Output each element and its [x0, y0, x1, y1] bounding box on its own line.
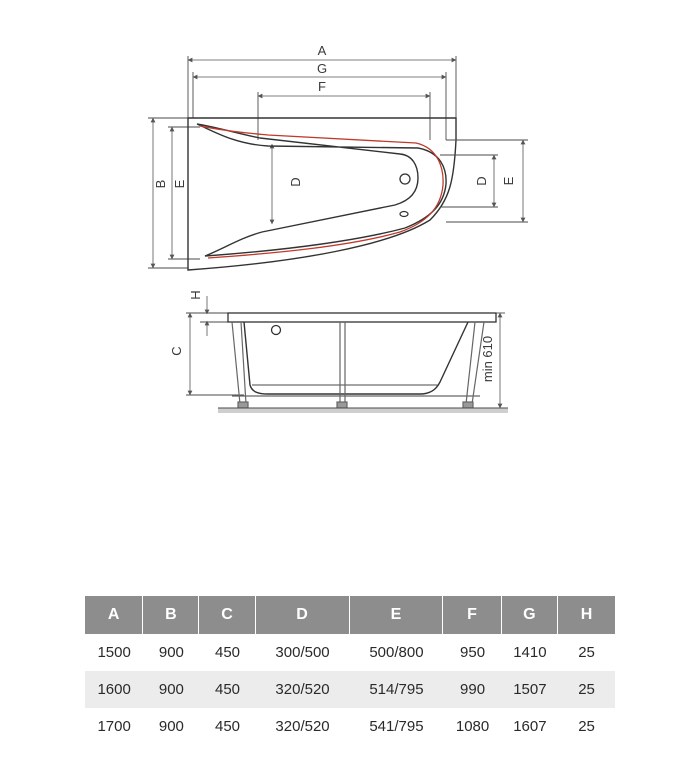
table-cell: 900 — [143, 708, 199, 745]
table-cell: 450 — [199, 708, 255, 745]
floor — [218, 408, 508, 413]
table-cell: 1600 — [85, 671, 143, 708]
label-d-right: D — [474, 176, 489, 186]
dimension-d-right — [440, 155, 498, 207]
top-view — [148, 43, 528, 270]
table-header-row — [85, 596, 615, 634]
label-c: C — [169, 346, 184, 356]
table-cell: 900 — [143, 671, 199, 708]
table-cell: 1507 — [502, 671, 558, 708]
table-cell: 514/795 — [350, 671, 444, 708]
tub-inner-edge-red — [200, 126, 443, 258]
table-cell: 950 — [443, 634, 501, 671]
overflow-hole — [400, 174, 410, 184]
header-e: E — [350, 596, 444, 634]
table-cell: 1500 — [85, 634, 143, 671]
header-d: D — [256, 596, 350, 634]
label-min-610: min 610 — [480, 335, 495, 383]
table-row — [85, 708, 615, 745]
side-view — [169, 290, 508, 413]
table-cell: 300/500 — [256, 634, 350, 671]
table-cell: 500/800 — [350, 634, 444, 671]
header-b: B — [143, 596, 199, 634]
table-cell: 25 — [558, 708, 615, 745]
label-e-right: E — [501, 176, 516, 186]
dimension-f — [258, 79, 430, 140]
dimension-d-left — [272, 146, 303, 222]
table-cell: 1410 — [502, 634, 558, 671]
table-cell: 450 — [199, 671, 255, 708]
table-row — [85, 634, 615, 671]
support-frame — [232, 322, 484, 408]
table-cell: 320/520 — [256, 708, 350, 745]
side-overflow — [272, 326, 281, 335]
table-row — [85, 671, 615, 708]
table-cell: 450 — [199, 634, 255, 671]
header-h: H — [558, 596, 615, 634]
label-b: B — [153, 179, 168, 189]
label-h: H — [188, 290, 203, 300]
label-a: A — [317, 43, 327, 58]
dimension-e-left — [168, 127, 200, 259]
table-cell: 25 — [558, 634, 615, 671]
dimension-g — [193, 61, 446, 140]
header-g: G — [502, 596, 558, 634]
dimension-b — [148, 118, 188, 268]
table-cell: 320/520 — [256, 671, 350, 708]
table-cell: 25 — [558, 671, 615, 708]
label-g: G — [316, 61, 328, 76]
header-f: F — [443, 596, 501, 634]
table-cell: 1700 — [85, 708, 143, 745]
table-cell: 541/795 — [350, 708, 444, 745]
table-cell: 1080 — [443, 708, 501, 745]
drain-hole — [400, 212, 408, 217]
dimension-h — [186, 290, 228, 336]
tub-rim — [228, 313, 496, 322]
table-cell: 1607 — [502, 708, 558, 745]
tub-inner-basin — [197, 124, 446, 256]
dimensions-table — [85, 596, 615, 745]
label-e-left: E — [172, 179, 187, 189]
table-cell: 900 — [143, 634, 199, 671]
header-c: C — [199, 596, 255, 634]
tub-side-body — [244, 322, 468, 394]
label-d-left: D — [288, 177, 303, 187]
label-f: F — [318, 79, 326, 94]
header-a: A — [85, 596, 143, 634]
table-cell: 990 — [443, 671, 501, 708]
